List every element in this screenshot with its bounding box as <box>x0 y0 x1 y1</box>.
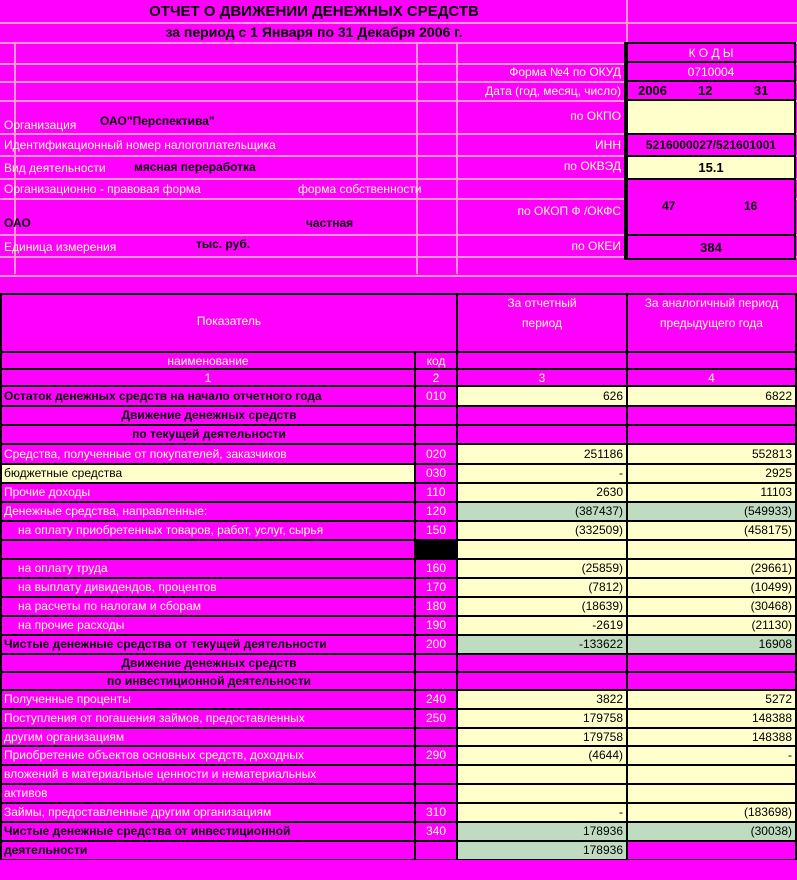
row-label: на выплату дивидендов, процентов <box>2 579 414 596</box>
row-previous: 2925 <box>628 465 795 482</box>
row-code: 290 <box>416 747 456 764</box>
current-title-1: За отчетный <box>507 297 577 310</box>
num-2: 2 <box>416 370 456 385</box>
row-current: 2630 <box>458 484 626 501</box>
row-label: Займы, предоставленные другим организациям <box>2 804 414 821</box>
legal-form-label: Организационно - правовая форма <box>4 183 201 196</box>
row-current: 178936 <box>458 823 626 840</box>
row-code: 190 <box>416 617 456 634</box>
row-code: 180 <box>416 598 456 615</box>
okei-value: 384 <box>628 236 794 258</box>
ownership-label: форма собственности <box>298 183 422 196</box>
okopf-value: 47 <box>662 199 676 213</box>
row-label: Чистые денежные средства от инвестиционной <box>2 823 414 840</box>
row-current: 3822 <box>458 691 626 708</box>
row-code: 010 <box>416 387 456 405</box>
row-previous: 6822 <box>628 387 795 405</box>
unit-value: тыс. руб. <box>196 238 251 251</box>
row-previous: (30468) <box>628 598 795 615</box>
okved-value: 15.1 <box>628 157 794 178</box>
row-code: 240 <box>416 691 456 708</box>
row-code <box>416 766 456 783</box>
date-label: Дата (год, месяц, число) <box>485 84 621 98</box>
row-code: 250 <box>416 710 456 727</box>
row-code: 110 <box>416 484 456 501</box>
row-previous <box>628 673 795 689</box>
row-label <box>2 541 414 558</box>
row-previous: 148388 <box>628 710 795 727</box>
row-previous: (549933) <box>628 503 795 520</box>
grid-line <box>0 22 797 24</box>
sub-prev <box>628 353 795 368</box>
row-label: другим организациям <box>2 729 414 745</box>
row-current: -2619 <box>458 617 626 634</box>
row-previous <box>628 426 795 443</box>
row-code: 310 <box>416 804 456 821</box>
okved-label: по ОКВЭД <box>563 159 621 173</box>
ownership-value: частная <box>306 217 354 230</box>
row-label: Поступления от погашения займов, предоставленных <box>2 710 414 727</box>
row-code <box>416 842 456 859</box>
row-label: Остаток денежных средств на начало отчетного года <box>2 387 414 405</box>
row-current: - <box>458 465 626 482</box>
okud-label: Форма №4 по ОКУД <box>509 65 621 79</box>
row-current <box>458 766 626 783</box>
row-current <box>458 655 626 671</box>
okopf-cell <box>628 180 794 234</box>
legal-form-value: ОАО <box>4 217 31 230</box>
row-label: Денежные средства, направленные: <box>2 503 414 520</box>
date-day: 31 <box>754 83 769 98</box>
indicator-title: Показатель <box>196 315 262 328</box>
row-code: 340 <box>416 823 456 840</box>
sub-name: наименование <box>2 353 414 368</box>
sub-cur <box>458 353 626 368</box>
row-code: 120 <box>416 503 456 520</box>
grid-line <box>626 0 628 44</box>
row-code: 020 <box>416 445 456 463</box>
report-title: ОТЧЕТ О ДВИЖЕНИИ ДЕНЕЖНЫХ СРЕДСТВ <box>149 4 479 20</box>
row-previous <box>628 655 795 671</box>
row-label: Приобретение объектов основных средств, доходных <box>2 747 414 764</box>
row-previous: (30038) <box>628 823 795 840</box>
row-current: 251186 <box>458 445 626 463</box>
row-previous: 148388 <box>628 729 795 745</box>
row-label: Средства, полученные от покупателей, заказчиков <box>2 445 414 463</box>
okud-value: 0710004 <box>628 63 794 80</box>
org-name: ОАО"Перспектива" <box>100 115 215 128</box>
report-period: за период с 1 Января по 31 Декабря 2006 г. <box>165 25 463 40</box>
row-current <box>458 673 626 689</box>
row-previous: 552813 <box>628 445 795 463</box>
row-previous <box>628 407 795 424</box>
row-label: активов <box>2 785 414 802</box>
okei-label: по ОКЕИ <box>571 239 621 253</box>
row-label: на оплату приобретенных товаров, работ, услуг, сырья <box>2 522 414 539</box>
row-code <box>416 541 456 558</box>
num-1: 1 <box>2 370 414 385</box>
okpo-value <box>628 101 794 133</box>
inn-label: ИНН <box>595 138 621 152</box>
row-current: 179758 <box>458 729 626 745</box>
row-current: -133622 <box>458 636 626 653</box>
row-current <box>458 541 626 558</box>
row-label: на прочие расходы <box>2 617 414 634</box>
row-previous: (10499) <box>628 579 795 596</box>
row-label: Полученные проценты <box>2 691 414 708</box>
row-previous: (29661) <box>628 560 795 577</box>
row-label: бюджетные средства <box>2 465 414 482</box>
row-previous: (183698) <box>628 804 795 821</box>
row-current <box>458 426 626 443</box>
row-label: по инвестиционной деятельности <box>2 673 414 689</box>
codes-heading: К О Д Ы <box>628 44 794 61</box>
row-label: по текущей деятельности <box>2 426 414 443</box>
row-previous <box>628 541 795 558</box>
row-label: на расчеты по налогам и сборам <box>2 598 414 615</box>
row-code: 170 <box>416 579 456 596</box>
row-current <box>458 407 626 424</box>
row-current: (4644) <box>458 747 626 764</box>
org-label: Организация <box>4 119 77 132</box>
row-previous: (21130) <box>628 617 795 634</box>
row-code: 160 <box>416 560 456 577</box>
activity-value: мясная переработка <box>134 161 256 174</box>
row-current: (25859) <box>458 560 626 577</box>
row-previous: (458175) <box>628 522 795 539</box>
row-previous: 5272 <box>628 691 795 708</box>
row-current: 179758 <box>458 710 626 727</box>
row-label: Движение денежных средств <box>2 655 414 671</box>
row-label: вложений в материальные ценности и нематериальных <box>2 766 414 783</box>
row-previous: - <box>628 747 795 764</box>
row-code <box>416 426 456 443</box>
row-code: 030 <box>416 465 456 482</box>
row-previous <box>628 766 795 783</box>
row-label: деятельности <box>2 842 414 859</box>
row-label: Движение денежных средств <box>2 407 414 424</box>
row-code <box>416 655 456 671</box>
grid-line <box>14 44 16 274</box>
prev-title-2: предыдущего года <box>660 317 763 330</box>
sub-code: код <box>416 353 456 368</box>
okopf-label: по ОКОП Ф /ОКФС <box>517 205 621 218</box>
row-current: 626 <box>458 387 626 405</box>
row-current <box>458 785 626 802</box>
okfs-value: 16 <box>744 199 758 213</box>
row-current: (7812) <box>458 579 626 596</box>
row-code <box>416 407 456 424</box>
row-previous <box>628 785 795 802</box>
inn-value: 5216000027/521601001 <box>628 135 794 155</box>
row-label: Прочие доходы <box>2 484 414 501</box>
row-code <box>416 729 456 745</box>
prev-title-1: За аналогичный период <box>644 297 779 310</box>
row-previous <box>628 842 795 859</box>
row-current: (387437) <box>458 503 626 520</box>
date-year: 2006 <box>638 83 667 98</box>
grid-line <box>0 275 797 277</box>
row-current: - <box>458 804 626 821</box>
row-label: Чистые денежные средства от текущей деятельности <box>2 636 414 653</box>
current-title-2: период <box>522 317 562 330</box>
activity-label: Вид деятельности <box>4 162 106 175</box>
row-previous: 16908 <box>628 636 795 653</box>
row-code <box>416 673 456 689</box>
row-current: (18639) <box>458 598 626 615</box>
row-previous: 11103 <box>628 484 795 501</box>
row-code: 200 <box>416 636 456 653</box>
row-code: 150 <box>416 522 456 539</box>
date-month: 12 <box>698 83 713 98</box>
num-3: 3 <box>458 370 626 385</box>
num-4: 4 <box>628 370 795 385</box>
unit-label: Единица измерения <box>4 241 117 254</box>
okpo-label: по ОКПО <box>570 110 621 123</box>
row-current: 178936 <box>458 842 626 859</box>
row-label: на оплату труда <box>2 560 414 577</box>
row-current: (332509) <box>458 522 626 539</box>
date-cells <box>628 82 794 99</box>
inn-full-label: Идентификационный номер налогоплательщика <box>4 139 276 152</box>
row-code <box>416 785 456 802</box>
